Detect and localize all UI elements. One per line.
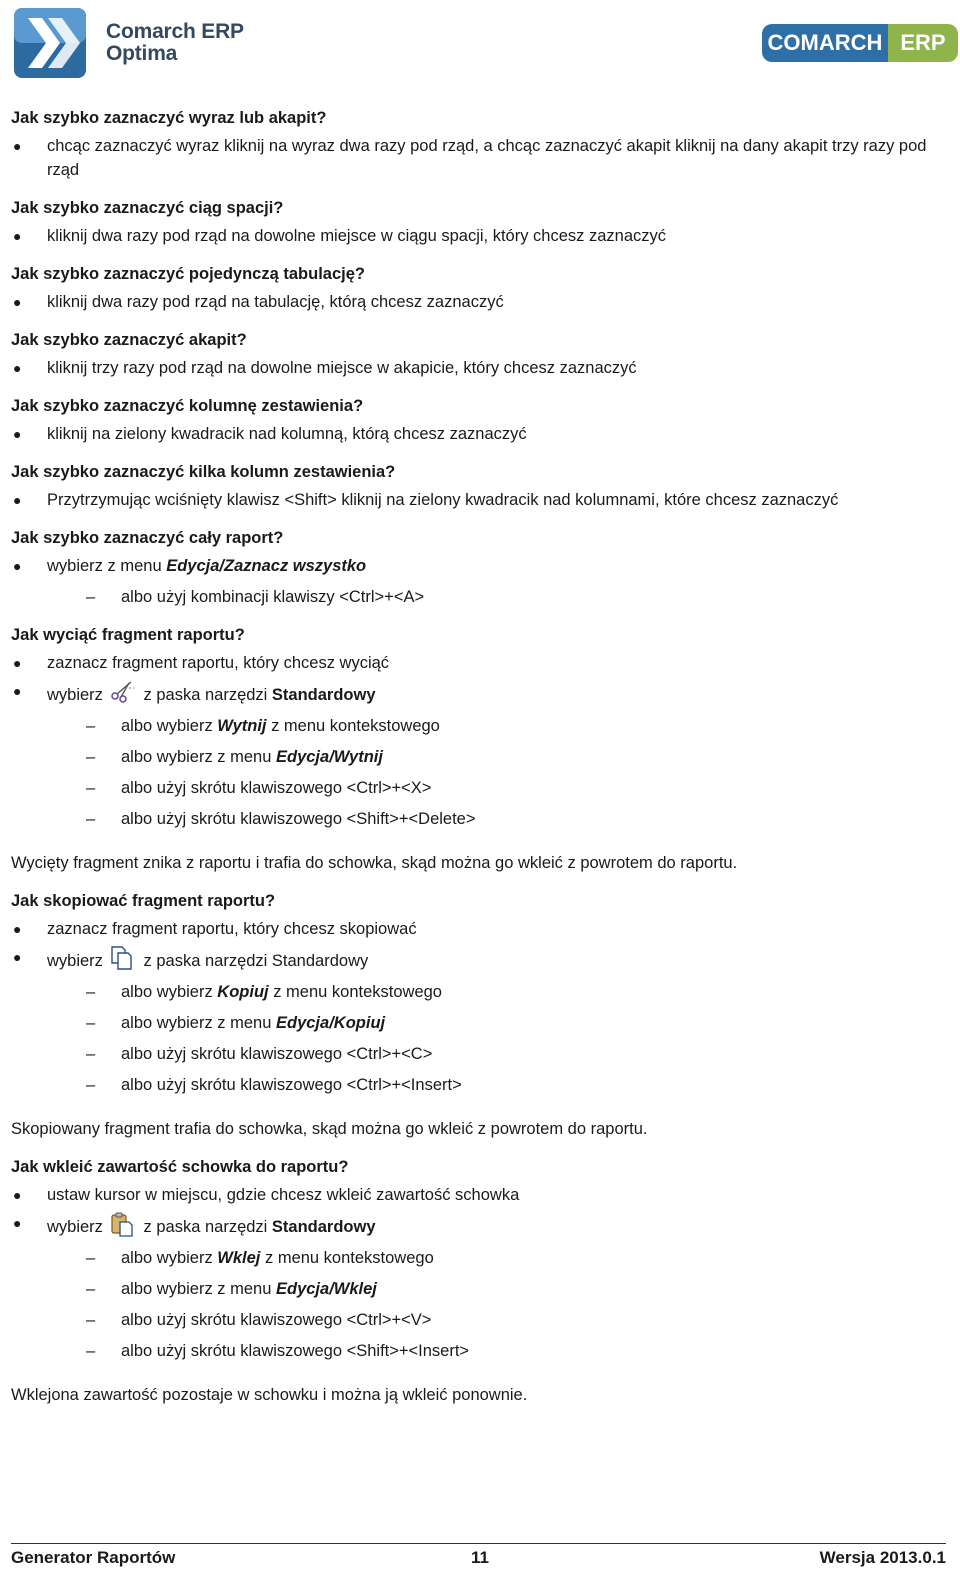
sub-list-item-text: albo użyj skrótu klawiszowego <Ctrl>+<V> [121, 1311, 432, 1329]
list-item [11, 651, 941, 675]
dash: – [86, 748, 96, 766]
sub-list-item-text: albo użyj skrótu klawiszowego <Shift>+<Delete> [121, 810, 476, 828]
footer-version: Wersja 2013.0.1 [819, 1548, 946, 1567]
list-item-text: wybierz [47, 1218, 103, 1236]
sub-list-item [11, 745, 941, 769]
question-select-all: Jak szybko zaznaczyć cały raport? [11, 529, 284, 547]
list-item [11, 1211, 941, 1239]
sub-list-item [11, 776, 941, 800]
question-select-paragraph: Jak szybko zaznaczyć akapit? [11, 331, 247, 349]
question-select-spaces: Jak szybko zaznaczyć ciąg spacji? [11, 199, 284, 217]
sub-list-item-text: albo wybierz [121, 1249, 218, 1267]
sub-list-item-text: z menu kontekstowego [268, 983, 442, 1001]
sub-list-item [11, 1042, 941, 1066]
list-item-text: kliknij dwa razy pod rząd na tabulację, którą chcesz zaznaczyć [47, 293, 504, 311]
sub-list-item-text: z menu kontekstowego [266, 717, 440, 735]
comarch-erp-logo [762, 24, 958, 62]
bullet: ● [13, 949, 22, 965]
question-cut: Jak wyciąć fragment raportu? [11, 626, 245, 644]
brand-text [106, 21, 244, 65]
menu-path: Edycja/Kopiuj [276, 1014, 386, 1032]
sub-list-item [11, 980, 941, 1004]
dash: – [86, 983, 96, 1001]
question-select-column: Jak szybko zaznaczyć kolumnę zestawienia? [11, 397, 364, 415]
list-item-text: kliknij na zielony kwadracik nad kolumną, którą chcesz zaznaczyć [47, 425, 527, 443]
list-item [11, 679, 941, 707]
list-item-text: zaznacz fragment raportu, który chcesz skopiować [47, 920, 417, 938]
dash: – [86, 1014, 96, 1032]
cut-note: Wycięty fragment znika z raportu i trafia do schowka, skąd można go wkleić z powrotem do raportu. [11, 854, 738, 872]
dash: – [86, 717, 96, 735]
menu-path: Edycja/Zaznacz wszystko [166, 557, 367, 575]
sub-list-item [11, 1308, 941, 1332]
list-item-text: wybierz z menu [47, 557, 167, 575]
list-item [11, 554, 941, 578]
paste-icon [109, 1211, 135, 1237]
page-header [0, 0, 960, 90]
dash: – [86, 779, 96, 797]
list-item-text: Przytrzymując wciśnięty klawisz <Shift> kliknij na zielony kwadracik nad kolumnami, które chcesz zaznaczyć [47, 491, 839, 509]
sub-list-item-text: albo wybierz [121, 983, 218, 1001]
dash: – [86, 1311, 96, 1329]
sub-list-item [11, 1073, 941, 1097]
toolbar-name: Standardowy [271, 686, 376, 704]
list-item-text: z paska narzędzi Standardowy [138, 952, 369, 970]
question-select-tab: Jak szybko zaznaczyć pojedynczą tabulację? [11, 265, 365, 283]
list-item-text: ustaw kursor w miejscu, gdzie chcesz wkleić zawartość schowka [47, 1186, 520, 1204]
list-item-text: chcąc zaznaczyć wyraz kliknij na wyraz dwa razy pod rząd, a chcąc zaznaczyć akapit kliknij na dany akapit trzy razy pod rząd [47, 137, 927, 179]
sub-list-item-text: albo wybierz z menu [121, 1280, 276, 1298]
sub-list-item-text: albo wybierz z menu [121, 1014, 276, 1032]
bullet: ● [13, 1187, 22, 1203]
question-paste: Jak wkleić zawartość schowka do raportu? [11, 1158, 349, 1176]
list-item-text: kliknij dwa razy pod rząd na dowolne miejsce w ciągu spacji, który chcesz zaznaczyć [47, 227, 667, 245]
bullet: ● [13, 921, 22, 937]
copy-icon [109, 945, 135, 971]
list-item-text: z paska narzędzi [138, 1218, 272, 1236]
dash: – [86, 1249, 96, 1267]
sub-list-item-text: albo użyj skrótu klawiszowego <Ctrl>+<X> [121, 779, 432, 797]
bullet: ● [13, 426, 22, 442]
list-item [11, 290, 941, 314]
scissors-icon [109, 679, 135, 705]
list-item [11, 1183, 941, 1207]
menu-path: Edycja/Wklej [276, 1280, 377, 1298]
dash: – [86, 1076, 96, 1094]
list-item [11, 945, 941, 973]
paste-note: Wklejona zawartość pozostaje w schowku i można ją wkleić ponownie. [11, 1386, 528, 1404]
menu-command: Wytnij [217, 717, 267, 735]
sub-list-item-text: albo użyj kombinacji klawiszy <Ctrl>+<A> [121, 588, 425, 606]
sub-list-item-text: albo wybierz z menu [121, 748, 276, 766]
list-item [11, 134, 941, 182]
sub-list-item-text: albo użyj skrótu klawiszowego <Shift>+<Insert> [121, 1342, 470, 1360]
sub-list-item [11, 1277, 941, 1301]
bullet: ● [13, 360, 22, 376]
list-item [11, 488, 941, 512]
document-body [11, 106, 941, 1407]
sub-list-item [11, 585, 941, 609]
dash: – [86, 810, 96, 828]
list-item-text: wybierz [47, 952, 103, 970]
brand-line-1: Comarch ERP [106, 20, 244, 43]
comarch-wordmark: COMARCH [762, 24, 888, 62]
dash: – [86, 588, 96, 606]
bullet: ● [13, 558, 22, 574]
question-select-word: Jak szybko zaznaczyć wyraz lub akapit? [11, 109, 327, 127]
list-item [11, 917, 941, 941]
sub-list-item-text: z menu kontekstowego [260, 1249, 434, 1267]
list-item [11, 224, 941, 248]
copy-note: Skopiowany fragment trafia do schowka, skąd można go wkleić z powrotem do raportu. [11, 1120, 648, 1138]
sub-list-item [11, 714, 941, 738]
bullet: ● [13, 294, 22, 310]
bullet: ● [13, 492, 22, 508]
question-copy: Jak skopiować fragment raportu? [11, 892, 276, 910]
sub-list-item [11, 1246, 941, 1270]
menu-command: Wklej [217, 1249, 261, 1267]
bullet: ● [13, 655, 22, 671]
toolbar-name: Standardowy [271, 1218, 376, 1236]
dash: – [86, 1342, 96, 1360]
menu-command: Kopiuj [217, 983, 269, 1001]
optima-logo-icon [14, 8, 86, 78]
list-item-text: kliknij trzy razy pod rząd na dowolne miejsce w akapicie, który chcesz zaznaczyć [47, 359, 637, 377]
sub-list-item-text: albo użyj skrótu klawiszowego <Ctrl>+<C> [121, 1045, 433, 1063]
sub-list-item [11, 807, 941, 831]
sub-list-item [11, 1011, 941, 1035]
footer-document-title: Generator Raportów [11, 1548, 176, 1567]
list-item [11, 422, 941, 446]
bullet: ● [13, 683, 22, 699]
bullet: ● [13, 228, 22, 244]
footer-page-number: 11 [471, 1548, 489, 1567]
menu-path: Edycja/Wytnij [276, 748, 383, 766]
erp-wordmark: ERP [888, 24, 958, 62]
comarch-erp-optima-logo [14, 8, 244, 78]
list-item-text: wybierz [47, 686, 103, 704]
dash: – [86, 1280, 96, 1298]
sub-list-item-text: albo użyj skrótu klawiszowego <Ctrl>+<Insert> [121, 1076, 462, 1094]
bullet: ● [13, 1215, 22, 1231]
page-footer [11, 1543, 946, 1584]
dash: – [86, 1045, 96, 1063]
list-item-text: zaznacz fragment raportu, który chcesz wyciąć [47, 654, 390, 672]
bullet: ● [13, 138, 22, 154]
list-item-text: z paska narzędzi [138, 686, 272, 704]
list-item [11, 356, 941, 380]
question-select-columns: Jak szybko zaznaczyć kilka kolumn zestawienia? [11, 463, 396, 481]
brand-line-2: Optima [106, 42, 178, 65]
sub-list-item-text: albo wybierz [121, 717, 218, 735]
sub-list-item [11, 1339, 941, 1363]
